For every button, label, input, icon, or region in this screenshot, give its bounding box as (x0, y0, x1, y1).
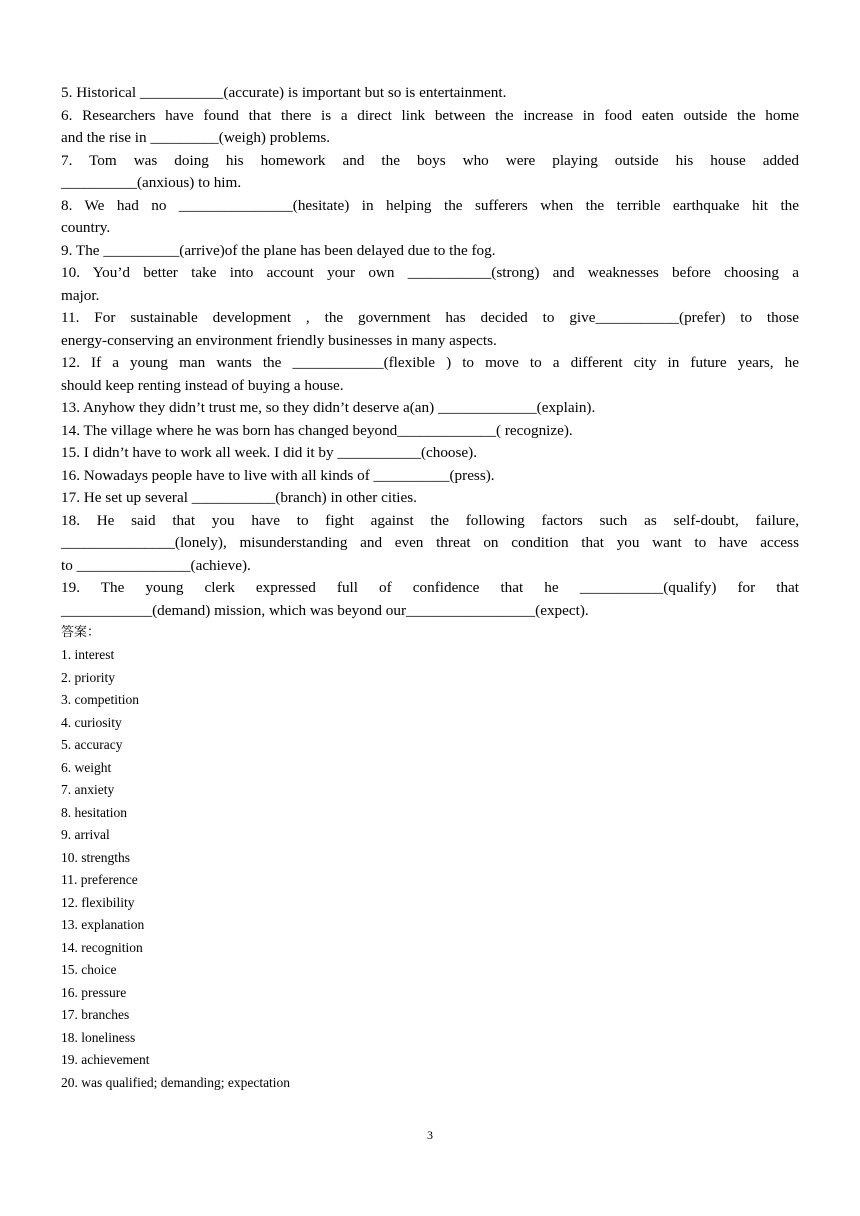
question-line: 5. Historical ___________(accurate) is important but so is entertainment. (61, 84, 507, 101)
answer-item: 3. competition (61, 692, 139, 707)
question-line: 8. We had no _______________(hesitate) in helping the sufferers when the terrible earthquake hit the (61, 196, 799, 214)
document-page (61, 82, 799, 1094)
question-line: major. (61, 286, 100, 304)
question-item (61, 240, 799, 263)
question-line: 7. Tom was doing his homework and the boys who were playing outside his house added (61, 151, 799, 169)
answer-item: 14. recognition (61, 939, 143, 955)
answers-heading: 答案： (61, 625, 101, 640)
question-line: 18. He said that you have to fight against the following factors such as self-doubt, failure, (61, 511, 799, 529)
answer-item: 8. hesitation (61, 804, 127, 820)
question-item (61, 352, 799, 397)
answer-item: 4. curiosity (61, 714, 122, 730)
question-line: 6. Researchers have found that there is a direct link between the increase in food eaten outside the home (61, 106, 799, 124)
question-line: 19. The young clerk expressed full of confidence that he ___________(qualify) for that (61, 579, 799, 596)
answer-item: 12. flexibility (61, 894, 135, 910)
answer-item: 7. anxiety (61, 782, 115, 797)
answer-item: 5. accuracy (61, 737, 123, 752)
question-line: 13. Anyhow they didn’t trust me, so they didn’t deserve a(an) _____________(explain). (61, 399, 596, 416)
answer-item: 6. weight (61, 759, 112, 775)
question-line: country. (61, 219, 111, 236)
answer-item: 1. interest (61, 647, 115, 662)
question-item (61, 262, 799, 307)
question-line: should keep renting instead of buying a house. (61, 376, 344, 394)
answer-item: 11. preference (61, 872, 138, 887)
question-item (61, 397, 799, 420)
question-item (61, 307, 799, 352)
question-line: 14. The village where he was born has changed beyond_____________( recognize). (61, 421, 573, 439)
answer-item: 15. choice (61, 962, 117, 977)
question-line: 9. The __________(arrive)of the plane has been delayed due to the fog. (61, 241, 496, 259)
question-line: 17. He set up several ___________(branch) in other cities. (61, 489, 417, 506)
answer-list (61, 644, 799, 1094)
question-line: 15. I didn’t have to work all week. I did it by ___________(choose). (61, 444, 478, 461)
question-item (61, 195, 799, 240)
question-item (61, 487, 799, 510)
question-line: ____________(demand) mission, which was beyond our_________________(expect). (61, 601, 589, 619)
answer-item: 9. arrival (61, 827, 110, 842)
question-line: 10. You’d better take into account your own ___________(strong) and weaknesses before choosing a (61, 264, 799, 281)
question-list (61, 82, 799, 622)
answer-item: 16. pressure (61, 984, 127, 1000)
question-item (61, 420, 799, 443)
question-line: _______________(lonely), misunderstanding and even threat on condition that you want to have access (61, 534, 799, 551)
question-line: __________(anxious) to him. (61, 174, 242, 191)
answer-item: 19. achievement (61, 1052, 150, 1067)
question-line: 11. For sustainable development , the government has decided to give___________(prefer) to those (61, 309, 799, 326)
answer-item: 10. strengths (61, 849, 130, 865)
answer-item: 17. branches (61, 1007, 130, 1022)
question-item (61, 577, 799, 622)
question-item (61, 150, 799, 195)
answer-item: 20. was qualified; demanding; expectation (61, 1074, 291, 1090)
question-item (61, 465, 799, 488)
page-number: 3 (427, 1128, 433, 1142)
question-item (61, 442, 799, 465)
question-line: 12. If a young man wants the ____________(flexible ) to move to a different city in future years, he (61, 354, 799, 371)
answer-item: 2. priority (61, 669, 115, 685)
answer-item: 18. loneliness (61, 1029, 136, 1045)
question-item (61, 105, 799, 150)
question-line: to _______________(achieve). (61, 556, 251, 574)
answer-item: 13. explanation (61, 917, 145, 932)
question-line: 16. Nowadays people have to live with all kinds of __________(press). (61, 466, 495, 484)
question-item (61, 82, 799, 105)
question-line: energy-conserving an environment friendly businesses in many aspects. (61, 331, 497, 349)
question-line: and the rise in _________(weigh) problems. (61, 129, 331, 146)
question-item (61, 510, 799, 578)
